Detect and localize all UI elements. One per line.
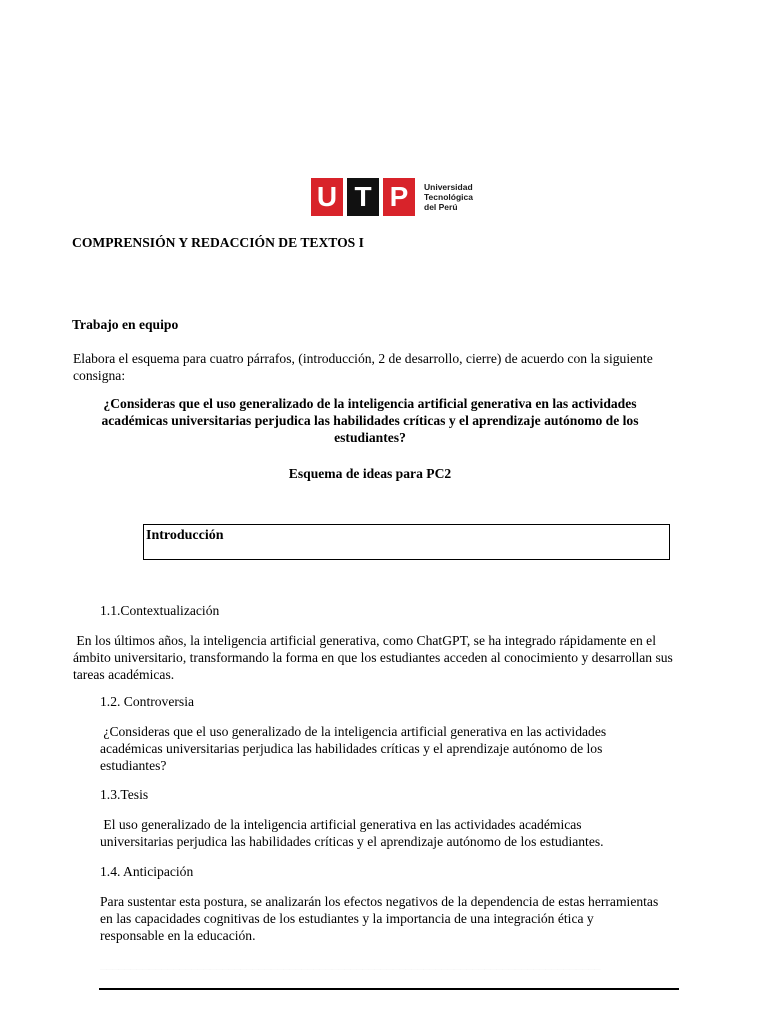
question-text: ¿Consideras que el uso generalizado de la inteligencia artificial generativa en las actividades académicas universitarias perjudica las habilidades críticas y el aprendizaje autónomo de los estudiantes?: [101, 396, 639, 445]
section-heading-controversia: 1.2. Controversia: [100, 694, 195, 709]
logo-text-line-2: Tecnológica: [424, 192, 473, 202]
section-heading-anticipacion: 1.4. Anticipación: [100, 864, 194, 879]
logo-text-line-1: Universidad: [424, 182, 473, 192]
section-heading-tesis: 1.3.Tesis: [100, 787, 149, 802]
section-text-anticipacion: Para sustentar esta postura, se analizarán los efectos negativos de la dependencia de estas herramientas en las capacidades cognitivas de los estudiantes y la importancia de una integración ética y responsable en la educación.: [100, 894, 662, 943]
page-divider: [99, 988, 679, 990]
section-label: Trabajo en equipo: [72, 317, 179, 332]
utp-logo: [311, 178, 476, 216]
section-text-controversia: ¿Consideras que el uso generalizado de la inteligencia artificial generativa en las actividades académicas universitarias perjudica las habilidades críticas y el aprendizaje autónomo de los estudiantes?: [100, 724, 610, 773]
instruction-text: Elabora el esquema para cuatro párrafos, (introducción, 2 de desarrollo, cierre) de acuerdo con la siguiente consigna:: [73, 351, 653, 383]
introduction-box: [143, 524, 670, 560]
blank-line: __________________________________________________________________________________: [100, 957, 601, 970]
section-text-tesis: El uso generalizado de la inteligencia artificial generativa en las actividades académicas universitarias perjudica las habilidades críticas y el aprendizaje autónomo de los estudiantes.: [100, 817, 604, 849]
introduction-heading: Introducción: [146, 528, 224, 543]
course-title: COMPRENSIÓN Y REDACCIÓN DE TEXTOS I: [72, 235, 364, 250]
logo-text-line-3: del Perú: [424, 202, 458, 212]
logo-wordmark: [424, 182, 484, 212]
section-text-contextualizacion: En los últimos años, la inteligencia artificial generativa, como ChatGPT, se ha integrado rápidamente en el ámbito universitario, transformando la forma en que los estudiantes acceden al conocimiento y desarrollan sus tareas académicas.: [73, 633, 677, 682]
logo-tile-p: P: [383, 178, 415, 216]
scheme-title: Esquema de ideas para PC2: [288, 466, 452, 481]
logo-tile-u: U: [311, 178, 343, 216]
section-heading-contextualizacion: 1.1.Contextualización: [100, 603, 220, 618]
logo-tile-t: T: [347, 178, 379, 216]
